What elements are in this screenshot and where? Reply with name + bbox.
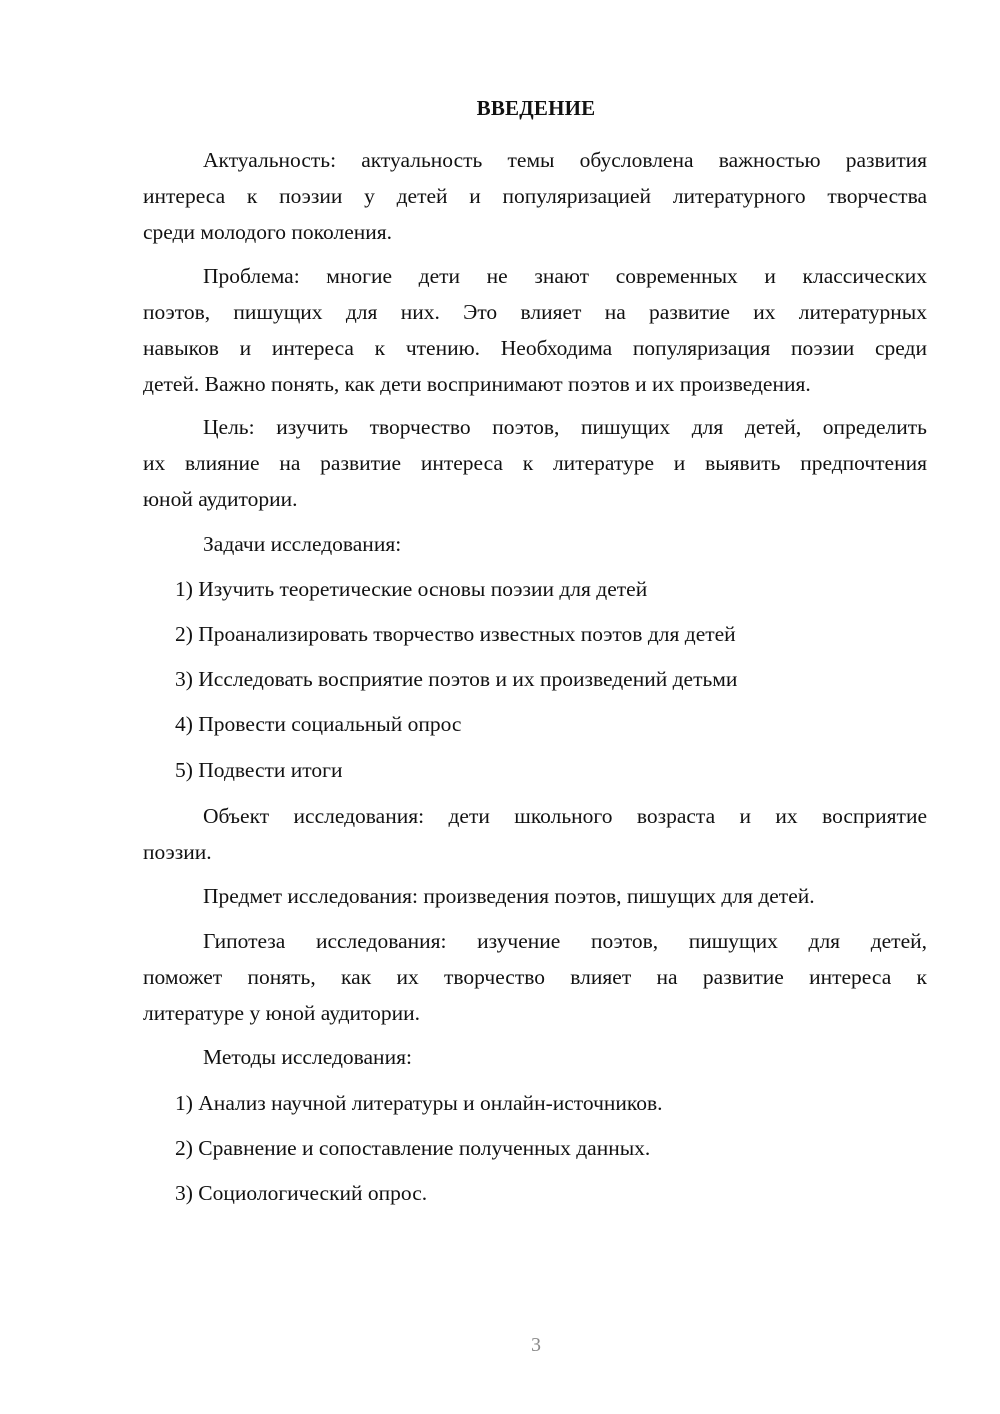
text-line: Проблема: многие дети не знают современных и классических — [203, 264, 927, 288]
list-item: 4) Провести социальный опрос — [175, 712, 462, 736]
text-line: интереса к поэзии у детей и популяризацией литературного творчества — [143, 184, 927, 208]
text-line: навыков и интереса к чтению. Необходима популяризация поэзии среди — [143, 336, 927, 360]
text-line: детей. Важно понять, как дети воспринимают поэтов и их произведения. — [143, 372, 811, 396]
text-line: Актуальность: актуальность темы обусловлена важностью развития — [203, 148, 927, 172]
text-line: Цель: изучить творчество поэтов, пишущих для детей, определить — [203, 415, 927, 439]
text-line: поможет понять, как их творчество влияет на развитие интереса к — [143, 965, 927, 989]
text-line: литературе у юной аудитории. — [143, 1001, 421, 1025]
text-line: среди молодого поколения. — [143, 220, 393, 244]
text-line: Объект исследования: дети школьного возраста и их восприятие — [203, 804, 927, 828]
text-line: Предмет исследования: произведения поэтов, пишущих для детей. — [203, 884, 815, 908]
text-line: их влияние на развитие интереса к литературе и выявить предпочтения — [143, 451, 927, 475]
list-item: 5) Подвести итоги — [175, 758, 343, 782]
tasks-heading: Задачи исследования: — [203, 532, 402, 556]
text-line: юной аудитории. — [143, 487, 298, 511]
text-line: поэтов, пишущих для них. Это влияет на развитие их литературных — [143, 300, 927, 324]
page-title: ВВЕДЕНИЕ — [476, 96, 596, 120]
page-number: 3 — [531, 1334, 541, 1356]
list-item: 2) Сравнение и сопоставление полученных данных. — [175, 1136, 651, 1160]
list-item: 2) Проанализировать творчество известных поэтов для детей — [175, 622, 736, 646]
list-item: 1) Анализ научной литературы и онлайн-источников. — [175, 1091, 663, 1115]
list-item: 3) Социологический опрос. — [175, 1181, 428, 1205]
methods-heading: Методы исследования: — [203, 1045, 412, 1069]
list-item: 1) Изучить теоретические основы поэзии для детей — [175, 577, 648, 601]
text-line: Гипотеза исследования: изучение поэтов, пишущих для детей, — [203, 929, 927, 953]
text-line: поэзии. — [143, 840, 212, 864]
list-item: 3) Исследовать восприятие поэтов и их произведений детьми — [175, 667, 738, 691]
